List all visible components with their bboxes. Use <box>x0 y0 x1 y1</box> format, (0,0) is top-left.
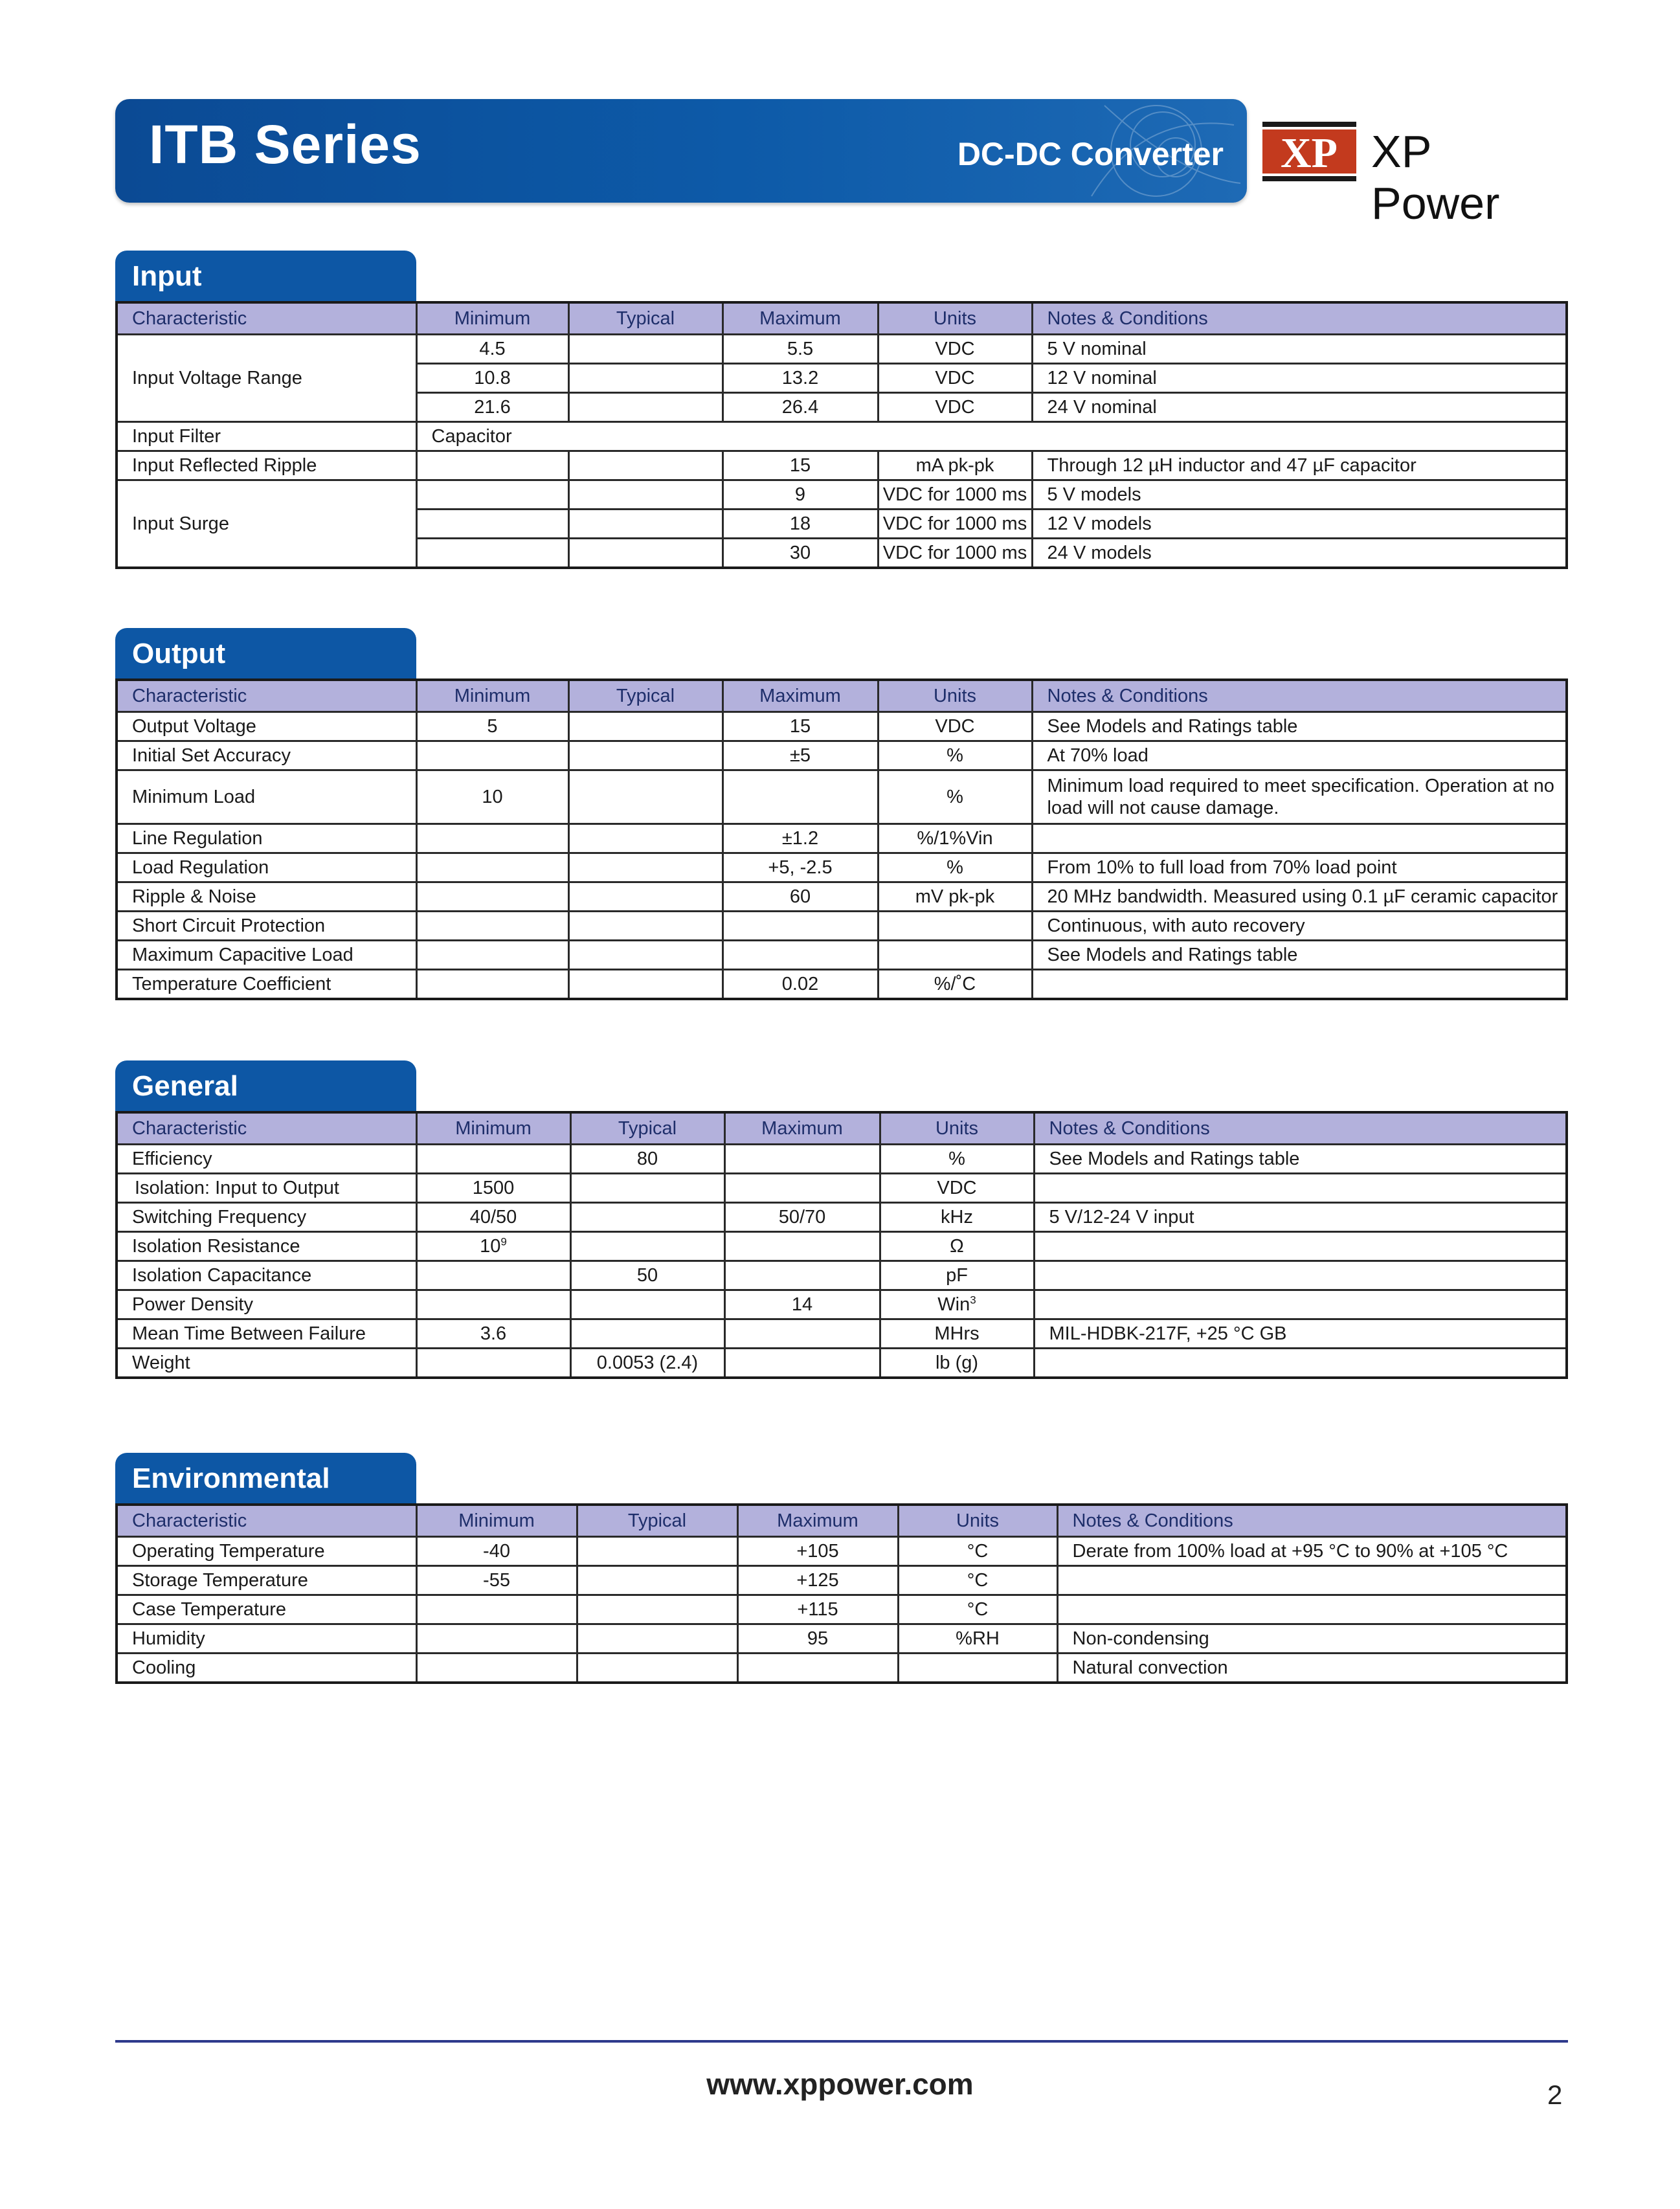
units-value: Win <box>937 1294 970 1315</box>
typ-cell <box>568 451 722 480</box>
min-cell: -40 <box>416 1537 577 1566</box>
units-cell: % <box>878 853 1032 882</box>
units-cell: VDC <box>880 1174 1034 1203</box>
column-header: Minimum <box>416 680 568 712</box>
section-title: Output <box>115 628 416 678</box>
column-header: Notes & Conditions <box>1032 302 1567 335</box>
characteristic-cell: Minimum Load <box>117 770 416 824</box>
units-cell <box>878 941 1032 970</box>
typ-cell <box>568 480 722 510</box>
notes-cell: MIL-HDBK-217F, +25 °C GB <box>1034 1319 1567 1349</box>
typ-cell <box>568 824 722 853</box>
typ-cell <box>568 741 722 770</box>
notes-cell: See Models and Ratings table <box>1034 1145 1567 1174</box>
min-cell: 4.5 <box>416 335 568 364</box>
max-cell: 18 <box>722 510 878 539</box>
table-row <box>117 712 1567 741</box>
column-header: Notes & Conditions <box>1032 680 1567 712</box>
min-cell <box>416 912 568 941</box>
section-title: Input <box>115 251 416 301</box>
typ-cell <box>570 1203 724 1232</box>
max-cell: 30 <box>722 539 878 568</box>
xp-power-logo <box>1262 117 1567 229</box>
max-cell: +5, -2.5 <box>722 853 878 882</box>
units-cell: pF <box>880 1261 1034 1290</box>
characteristic-cell: Input Surge <box>117 480 416 568</box>
table-row <box>117 853 1567 882</box>
units-cell <box>878 912 1032 941</box>
typ-cell <box>570 1174 724 1203</box>
notes-cell: Minimum load required to meet specification. Operation at no load will not cause damage. <box>1032 770 1567 824</box>
min-cell <box>416 1654 577 1683</box>
max-cell: +115 <box>737 1595 898 1624</box>
table-row <box>117 970 1567 1000</box>
max-cell <box>724 1145 880 1174</box>
column-header: Units <box>898 1505 1057 1537</box>
min-exponent: 9 <box>500 1235 507 1248</box>
typ-cell <box>577 1566 737 1595</box>
max-cell <box>724 1349 880 1378</box>
characteristic-cell: Load Regulation <box>117 853 416 882</box>
notes-cell: 24 V models <box>1032 539 1567 568</box>
units-cell: MHrs <box>880 1319 1034 1349</box>
table-row <box>117 1145 1567 1174</box>
characteristic-cell: Storage Temperature <box>117 1566 416 1595</box>
characteristic-cell: Short Circuit Protection <box>117 912 416 941</box>
units-cell: VDC for 1000 ms <box>878 480 1032 510</box>
max-cell: +105 <box>737 1537 898 1566</box>
min-cell <box>416 1290 570 1319</box>
brand-name: XP Power <box>1371 126 1500 229</box>
typ-cell <box>577 1624 737 1654</box>
typ-cell <box>568 393 722 422</box>
table-row <box>117 1595 1567 1624</box>
table-row <box>117 1203 1567 1232</box>
table-row <box>117 1290 1567 1319</box>
typ-cell: 80 <box>570 1145 724 1174</box>
table-row <box>117 1624 1567 1654</box>
characteristic-cell: Input Filter <box>117 422 416 451</box>
units-cell: VDC for 1000 ms <box>878 539 1032 568</box>
notes-cell: From 10% to full load from 70% load point <box>1032 853 1567 882</box>
min-cell: 40/50 <box>416 1203 570 1232</box>
max-cell: 50/70 <box>724 1203 880 1232</box>
min-cell <box>416 824 568 853</box>
max-cell: 60 <box>722 882 878 912</box>
min-cell: 10 <box>416 770 568 824</box>
notes-cell: At 70% load <box>1032 741 1567 770</box>
max-cell: 15 <box>722 451 878 480</box>
column-header: Minimum <box>416 302 568 335</box>
column-header: Typical <box>570 1112 724 1145</box>
page-number: 2 <box>1547 2080 1563 2110</box>
max-cell: 5.5 <box>722 335 878 364</box>
max-cell <box>724 1174 880 1203</box>
characteristic-cell: Case Temperature <box>117 1595 416 1624</box>
table-row <box>117 1654 1567 1683</box>
characteristic-cell: Power Density <box>117 1290 416 1319</box>
typ-cell <box>568 364 722 393</box>
max-cell <box>724 1319 880 1349</box>
max-cell <box>722 912 878 941</box>
notes-cell: See Models and Ratings table <box>1032 941 1567 970</box>
min-cell <box>416 510 568 539</box>
units-cell: VDC <box>878 364 1032 393</box>
column-header: Units <box>880 1112 1034 1145</box>
table-row <box>117 335 1567 364</box>
min-cell <box>416 941 568 970</box>
column-header: Minimum <box>416 1505 577 1537</box>
notes-cell: 5 V/12-24 V input <box>1034 1203 1567 1232</box>
notes-cell <box>1057 1566 1567 1595</box>
column-header: Maximum <box>737 1505 898 1537</box>
min-cell <box>416 882 568 912</box>
general-table <box>115 1111 1568 1379</box>
table-row <box>117 480 1567 510</box>
typ-cell <box>568 539 722 568</box>
units-cell: °C <box>898 1595 1057 1624</box>
xp-logo-mark-icon <box>1262 122 1356 181</box>
characteristic-cell: Switching Frequency <box>117 1203 416 1232</box>
table-row <box>117 451 1567 480</box>
max-cell: 13.2 <box>722 364 878 393</box>
filter-value-cell: Capacitor <box>416 422 1567 451</box>
column-header: Maximum <box>722 302 878 335</box>
units-cell: °C <box>898 1566 1057 1595</box>
units-cell: VDC <box>878 335 1032 364</box>
table-row <box>117 770 1567 824</box>
max-cell: 26.4 <box>722 393 878 422</box>
table-row <box>117 912 1567 941</box>
notes-cell <box>1034 1174 1567 1203</box>
max-cell <box>724 1232 880 1261</box>
units-cell: %/˚C <box>878 970 1032 1000</box>
min-cell <box>416 1595 577 1624</box>
characteristic-cell: Maximum Capacitive Load <box>117 941 416 970</box>
table-header-row <box>117 1505 1567 1537</box>
characteristic-cell: Line Regulation <box>117 824 416 853</box>
characteristic-cell: Input Reflected Ripple <box>117 451 416 480</box>
characteristic-cell: Humidity <box>117 1624 416 1654</box>
table-row <box>117 824 1567 853</box>
characteristic-cell: Efficiency <box>117 1145 416 1174</box>
max-cell: 95 <box>737 1624 898 1654</box>
min-cell <box>416 539 568 568</box>
notes-cell <box>1034 1261 1567 1290</box>
website-url[interactable]: www.xppower.com <box>706 2067 974 2101</box>
max-cell: 15 <box>722 712 878 741</box>
characteristic-cell: Output Voltage <box>117 712 416 741</box>
footer-divider <box>115 2040 1568 2043</box>
typ-cell <box>570 1232 724 1261</box>
typ-cell <box>570 1319 724 1349</box>
min-cell <box>416 970 568 1000</box>
table-row <box>117 941 1567 970</box>
table-header-row <box>117 1112 1567 1145</box>
units-cell: kHz <box>880 1203 1034 1232</box>
typ-cell <box>568 941 722 970</box>
typ-cell <box>568 970 722 1000</box>
typ-cell <box>568 882 722 912</box>
notes-cell: 12 V nominal <box>1032 364 1567 393</box>
max-cell: 14 <box>724 1290 880 1319</box>
max-cell: 0.02 <box>722 970 878 1000</box>
units-cell: %/1%Vin <box>878 824 1032 853</box>
min-cell: 21.6 <box>416 393 568 422</box>
max-cell: ±1.2 <box>722 824 878 853</box>
units-cell <box>880 1290 1034 1319</box>
units-cell: mA pk-pk <box>878 451 1032 480</box>
min-cell: -55 <box>416 1566 577 1595</box>
logo-mark-text: XP <box>1281 129 1338 177</box>
characteristic-cell: Ripple & Noise <box>117 882 416 912</box>
typ-cell: 0.0053 (2.4) <box>570 1349 724 1378</box>
column-header: Characteristic <box>117 302 416 335</box>
column-header: Typical <box>577 1505 737 1537</box>
notes-cell: See Models and Ratings table <box>1032 712 1567 741</box>
notes-cell: Derate from 100% load at +95 °C to 90% at +105 °C <box>1057 1537 1567 1566</box>
units-cell: % <box>878 770 1032 824</box>
column-header: Typical <box>568 680 722 712</box>
units-cell: %RH <box>898 1624 1057 1654</box>
characteristic-cell: Weight <box>117 1349 416 1378</box>
units-cell: VDC <box>878 393 1032 422</box>
environmental-table <box>115 1503 1568 1684</box>
min-cell <box>416 741 568 770</box>
max-cell <box>722 941 878 970</box>
notes-cell: Natural convection <box>1057 1654 1567 1683</box>
typ-cell <box>570 1290 724 1319</box>
notes-cell <box>1032 970 1567 1000</box>
characteristic-cell: Isolation: Input to Output <box>117 1174 416 1203</box>
column-header: Maximum <box>722 680 878 712</box>
typ-cell <box>568 712 722 741</box>
series-title: ITB Series <box>149 114 421 175</box>
table-row <box>117 1174 1567 1203</box>
column-header: Characteristic <box>117 1112 416 1145</box>
units-cell: lb (g) <box>880 1349 1034 1378</box>
typ-cell <box>577 1537 737 1566</box>
typ-cell <box>568 770 722 824</box>
min-cell <box>416 853 568 882</box>
typ-cell <box>577 1595 737 1624</box>
units-cell: Ω <box>880 1232 1034 1261</box>
header-banner <box>115 99 1247 203</box>
units-cell <box>898 1654 1057 1683</box>
table-row <box>117 422 1567 451</box>
units-cell: VDC <box>878 712 1032 741</box>
table-header-row <box>117 302 1567 335</box>
column-header: Characteristic <box>117 1505 416 1537</box>
table-header-row <box>117 680 1567 712</box>
typ-cell <box>568 853 722 882</box>
typ-cell <box>568 510 722 539</box>
min-cell <box>416 1349 570 1378</box>
notes-cell: 12 V models <box>1032 510 1567 539</box>
min-cell <box>416 451 568 480</box>
table-row <box>117 882 1567 912</box>
table-row <box>117 1537 1567 1566</box>
notes-cell: 20 MHz bandwidth. Measured using 0.1 µF ceramic capacitor <box>1032 882 1567 912</box>
product-type: DC-DC Converter <box>957 136 1224 172</box>
section-title: General <box>115 1060 416 1111</box>
units-cell: °C <box>898 1537 1057 1566</box>
table-row <box>117 1261 1567 1290</box>
min-cell <box>416 480 568 510</box>
typ-cell <box>568 335 722 364</box>
min-cell <box>416 1232 570 1261</box>
notes-cell: 5 V models <box>1032 480 1567 510</box>
max-cell: +125 <box>737 1566 898 1595</box>
max-cell <box>724 1261 880 1290</box>
min-cell <box>416 1624 577 1654</box>
typ-cell <box>568 912 722 941</box>
min-cell <box>416 1261 570 1290</box>
column-header: Characteristic <box>117 680 416 712</box>
characteristic-cell: Temperature Coefficient <box>117 970 416 1000</box>
characteristic-cell: Initial Set Accuracy <box>117 741 416 770</box>
min-cell: 10.8 <box>416 364 568 393</box>
units-cell: mV pk-pk <box>878 882 1032 912</box>
max-cell: ±5 <box>722 741 878 770</box>
column-header: Units <box>878 302 1032 335</box>
column-header: Notes & Conditions <box>1034 1112 1567 1145</box>
max-cell <box>722 770 878 824</box>
input-table <box>115 301 1568 569</box>
column-header: Typical <box>568 302 722 335</box>
characteristic-cell: Mean Time Between Failure <box>117 1319 416 1349</box>
min-cell <box>416 1145 570 1174</box>
notes-cell <box>1057 1595 1567 1624</box>
table-row <box>117 1232 1567 1261</box>
min-cell: 5 <box>416 712 568 741</box>
table-row <box>117 1319 1567 1349</box>
notes-cell <box>1034 1290 1567 1319</box>
table-row <box>117 1349 1567 1378</box>
column-header: Units <box>878 680 1032 712</box>
min-cell: 3.6 <box>416 1319 570 1349</box>
column-header: Maximum <box>724 1112 880 1145</box>
table-row <box>117 741 1567 770</box>
max-cell: 9 <box>722 480 878 510</box>
characteristic-cell: Isolation Capacitance <box>117 1261 416 1290</box>
notes-cell <box>1034 1349 1567 1378</box>
typ-cell: 50 <box>570 1261 724 1290</box>
notes-cell: Through 12 µH inductor and 47 µF capacitor <box>1032 451 1567 480</box>
notes-cell <box>1032 824 1567 853</box>
notes-cell: Continuous, with auto recovery <box>1032 912 1567 941</box>
max-cell <box>737 1654 898 1683</box>
characteristic-cell: Isolation Resistance <box>117 1232 416 1261</box>
notes-cell: 5 V nominal <box>1032 335 1567 364</box>
output-table <box>115 678 1568 1000</box>
min-cell: 1500 <box>416 1174 570 1203</box>
units-cell: % <box>878 741 1032 770</box>
table-row <box>117 1566 1567 1595</box>
column-header: Notes & Conditions <box>1057 1505 1567 1537</box>
section-title: Environmental <box>115 1453 416 1503</box>
notes-cell <box>1034 1232 1567 1261</box>
units-cell: VDC for 1000 ms <box>878 510 1032 539</box>
characteristic-cell: Input Voltage Range <box>117 335 416 422</box>
units-exponent: 3 <box>970 1294 976 1306</box>
characteristic-cell: Operating Temperature <box>117 1537 416 1566</box>
min-value: 10 <box>480 1236 501 1257</box>
notes-cell: 24 V nominal <box>1032 393 1567 422</box>
column-header: Minimum <box>416 1112 570 1145</box>
units-cell: % <box>880 1145 1034 1174</box>
notes-cell: Non-condensing <box>1057 1624 1567 1654</box>
characteristic-cell: Cooling <box>117 1654 416 1683</box>
typ-cell <box>577 1654 737 1683</box>
